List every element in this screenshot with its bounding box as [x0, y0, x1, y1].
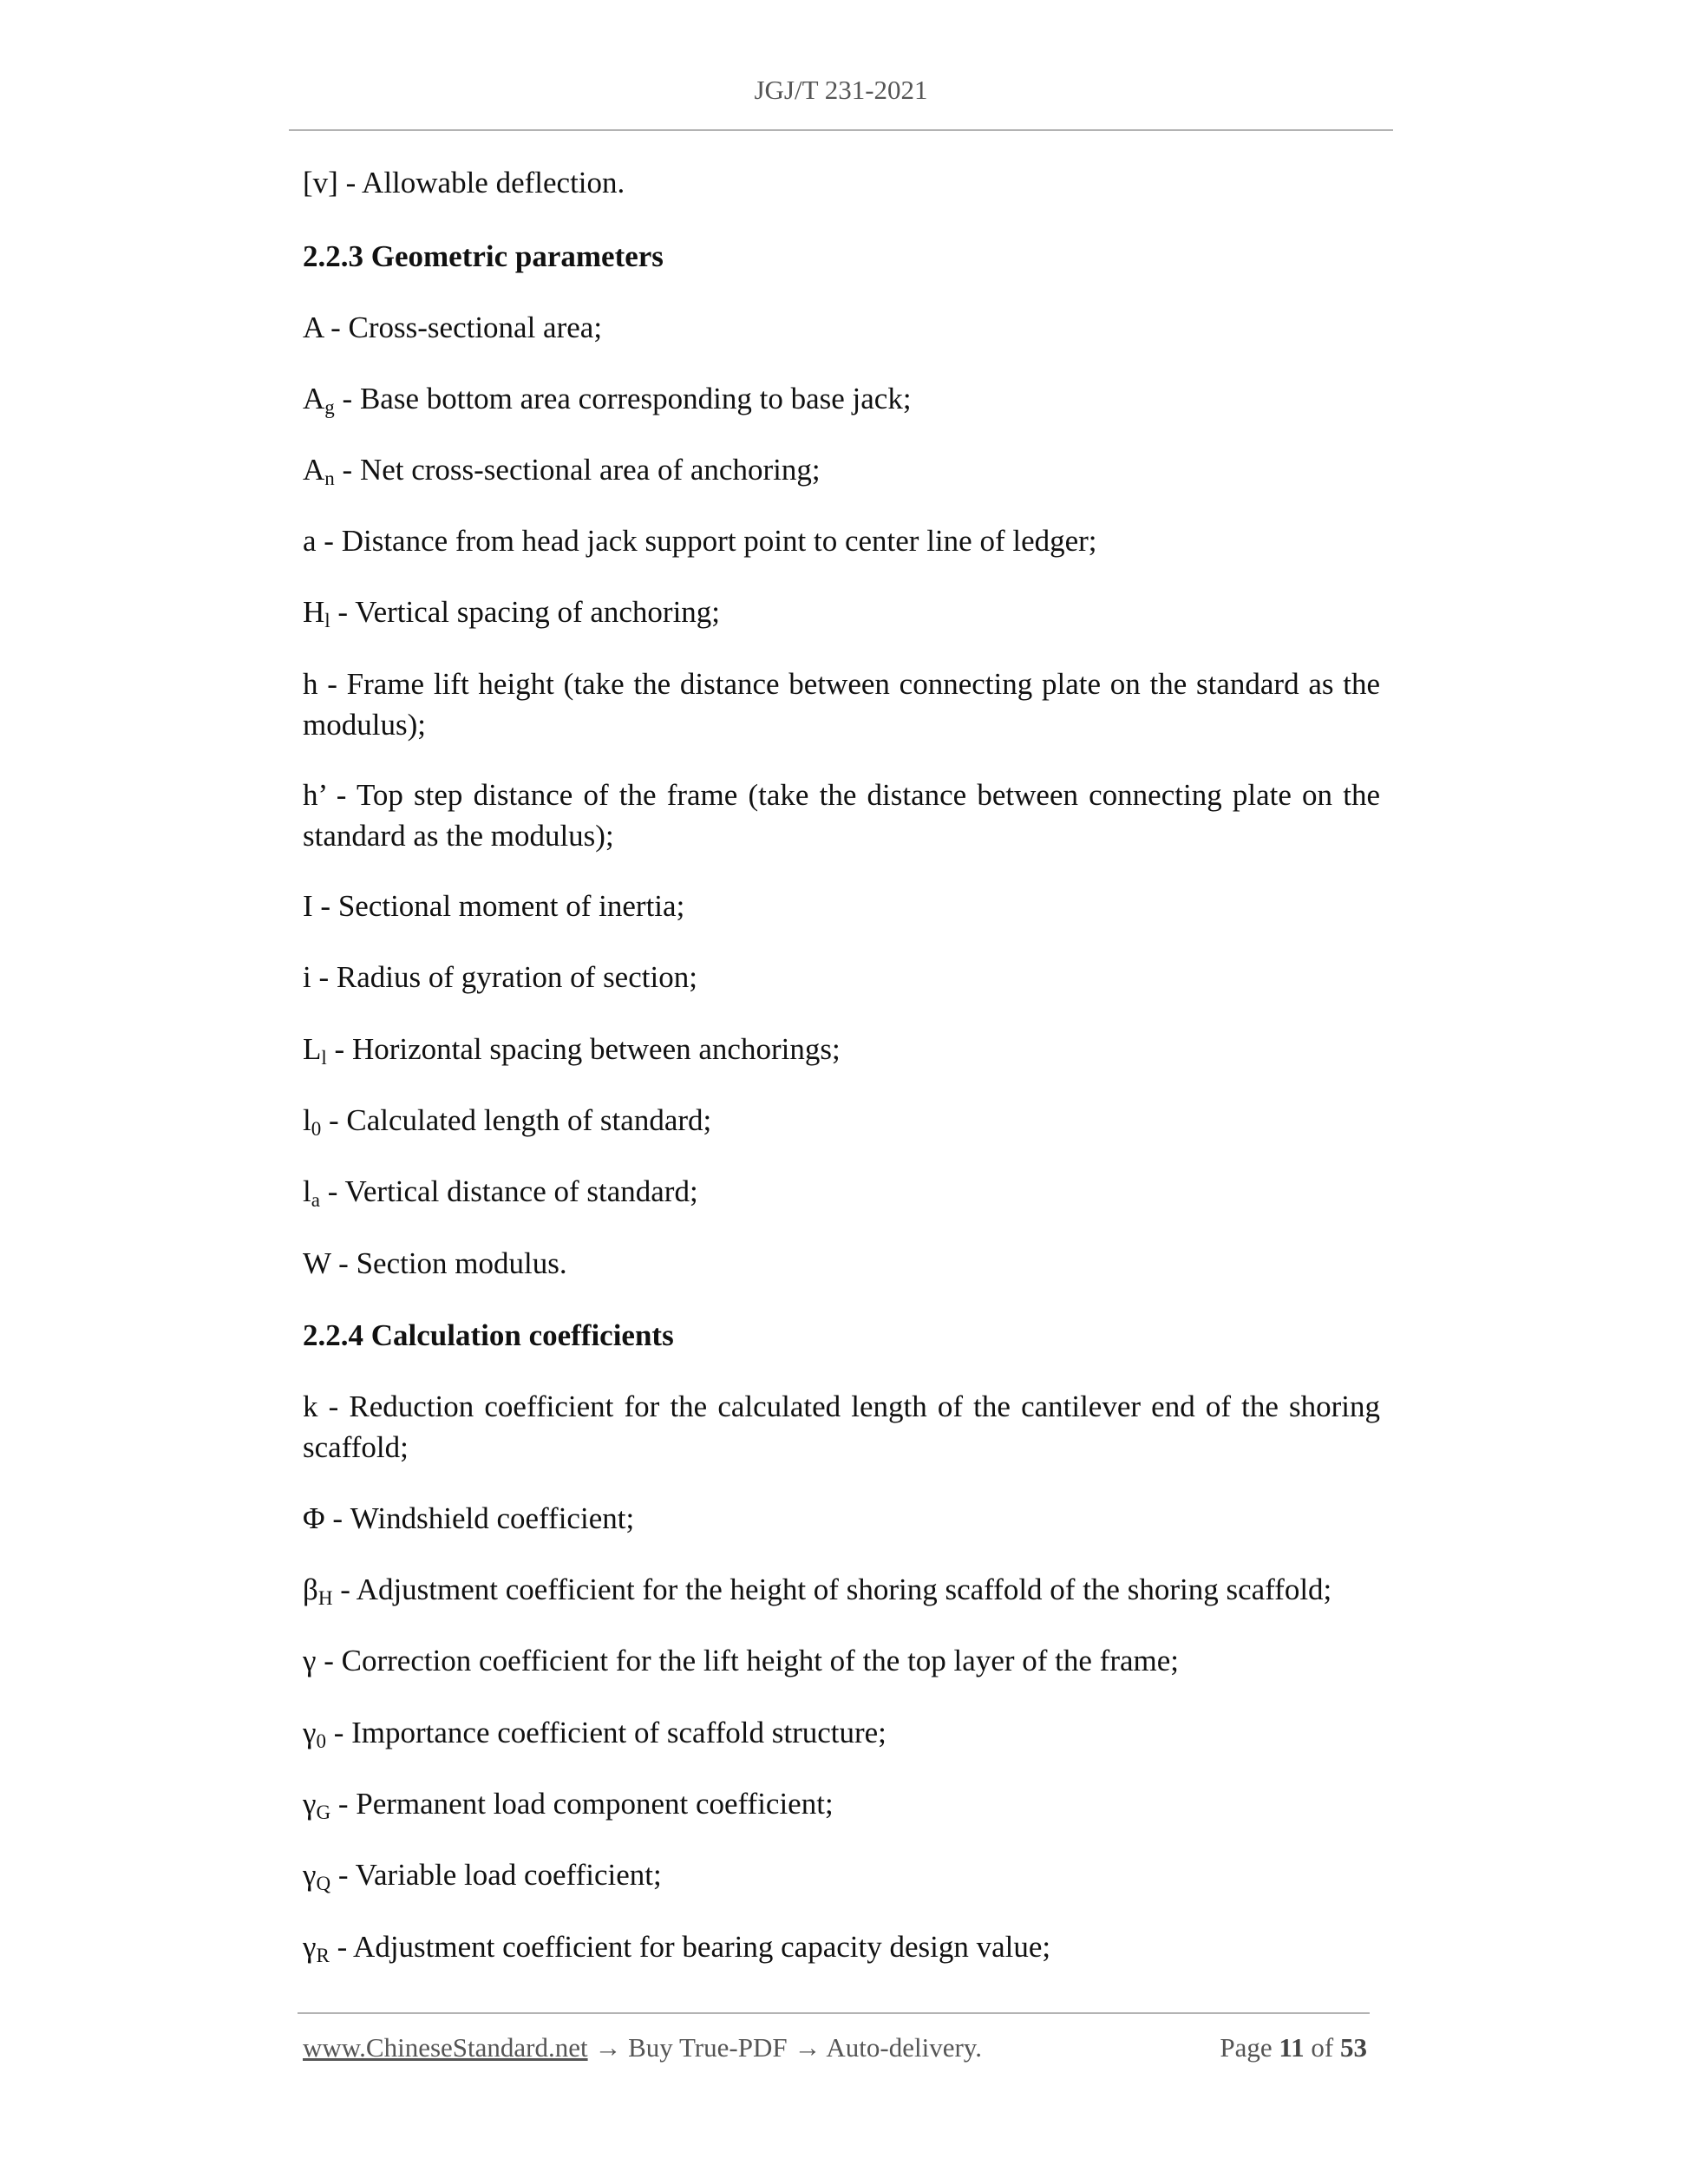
def-W	[303, 1243, 1380, 1284]
page-header: JGJ/T 231-2021	[754, 75, 928, 105]
symbol: l	[303, 1174, 311, 1208]
symbol: k	[303, 1390, 318, 1423]
definition: Windshield coefficient;	[350, 1501, 635, 1535]
symbol: γ	[303, 1644, 317, 1677]
separator: -	[332, 1573, 357, 1606]
footer-divider	[298, 2012, 1370, 2014]
separator: -	[324, 1501, 350, 1535]
def-gammaG	[303, 1783, 1380, 1828]
arrow-icon: →	[787, 2032, 827, 2063]
def-allowable-deflection	[303, 162, 1380, 203]
definition: Top step distance of the frame (take the distance between connecting plate on the standard as the modulus);	[303, 778, 1380, 853]
symbol: H	[303, 595, 325, 629]
separator: -	[325, 778, 357, 812]
symbol: L	[303, 1032, 322, 1066]
separator: -	[316, 524, 342, 558]
definition: Horizontal spacing between anchorings;	[351, 1032, 841, 1066]
def-gamma0	[303, 1712, 1380, 1756]
symbol: γ	[303, 1858, 317, 1892]
page-word: Page	[1220, 2032, 1273, 2063]
definition: Permanent load component coefficient;	[356, 1787, 834, 1821]
definition: Calculated length of standard;	[346, 1103, 712, 1137]
definition: Variable load coefficient;	[355, 1858, 662, 1892]
def-Ll	[303, 1029, 1380, 1073]
separator: -	[329, 1930, 354, 1964]
section-heading-coefficients: 2.2.4 Calculation coefficients	[303, 1318, 674, 1352]
definition: Frame lift height (take the distance between connecting plate on the standard as the modulus);	[303, 667, 1380, 742]
subscript: a	[311, 1189, 320, 1211]
symbol: W	[303, 1246, 331, 1280]
separator: -	[312, 889, 338, 923]
def-h-prime	[303, 775, 1380, 856]
def-gammaQ	[303, 1854, 1380, 1899]
separator: -	[317, 667, 347, 701]
subscript: 0	[316, 1730, 326, 1752]
subscript: n	[324, 468, 335, 489]
symbol: i	[303, 960, 311, 994]
subscript: l	[321, 1047, 327, 1069]
subscript: H	[317, 1587, 333, 1609]
symbol: Φ	[303, 1501, 325, 1535]
symbol: A	[303, 311, 324, 344]
def-phi	[303, 1498, 1380, 1539]
def-k	[303, 1386, 1380, 1468]
definition: Allowable deflection.	[362, 166, 625, 199]
definition: Reduction coefficient for the calculated length of the cantilever end of the shoring scaffold;	[303, 1390, 1380, 1464]
definition: Section modulus.	[356, 1246, 567, 1280]
symbol: h	[303, 667, 318, 701]
symbol: γ	[303, 1716, 317, 1749]
separator: -	[330, 1246, 357, 1280]
definition: Vertical spacing of anchoring;	[355, 595, 721, 629]
def-a	[303, 520, 1380, 561]
subscript: g	[324, 396, 335, 418]
def-gammaR	[303, 1926, 1380, 1971]
definition: Adjustment coefficient for the height of shoring scaffold of the shoring scaffold;	[356, 1573, 1332, 1606]
definition: Adjustment coefficient for bearing capacity design value;	[353, 1930, 1051, 1964]
definition: Cross-sectional area;	[348, 311, 603, 344]
separator: -	[316, 1644, 342, 1677]
definition: Importance coefficient of scaffold structure;	[351, 1716, 887, 1749]
def-h	[303, 664, 1380, 745]
of-word: of	[1311, 2032, 1334, 2063]
arrow-icon: →	[587, 2032, 629, 2063]
separator: -	[325, 1716, 352, 1749]
def-l0	[303, 1100, 1380, 1144]
symbol: I	[303, 889, 313, 923]
symbol: h’	[303, 778, 326, 812]
def-An	[303, 449, 1380, 494]
separator: -	[330, 1858, 356, 1892]
symbol: γ	[303, 1787, 317, 1821]
separator: -	[330, 595, 356, 629]
symbol: β	[303, 1573, 318, 1606]
def-I	[303, 886, 1380, 926]
page-number: 11	[1279, 2032, 1305, 2063]
section-heading-geometric: 2.2.3 Geometric parameters	[303, 239, 664, 273]
symbol: A	[303, 453, 325, 487]
definition: Base bottom area corresponding to base jack;	[359, 382, 912, 415]
def-A	[303, 307, 1380, 348]
symbol: a	[303, 524, 317, 558]
separator: -	[321, 1103, 347, 1137]
definition: Correction coefficient for the lift height of the top layer of the frame;	[341, 1644, 1179, 1677]
symbol: γ	[303, 1930, 317, 1964]
def-betaH	[303, 1569, 1380, 1613]
footer-delivery-text: Auto-delivery.	[826, 2032, 983, 2063]
header-divider	[289, 129, 1393, 131]
definition: Radius of gyration of section;	[336, 960, 697, 994]
footer-promo	[303, 2032, 982, 2063]
separator: -	[337, 166, 363, 199]
subscript: G	[316, 1801, 331, 1823]
definition: Distance from head jack support point to center line of ledger;	[341, 524, 1097, 558]
definition: Vertical distance of standard;	[344, 1174, 698, 1208]
def-Hl	[303, 592, 1380, 636]
separator: -	[326, 1032, 352, 1066]
definition: Net cross-sectional area of anchoring;	[359, 453, 821, 487]
subscript: Q	[316, 1873, 331, 1894]
def-Ag	[303, 378, 1380, 422]
symbol: l	[303, 1103, 311, 1137]
footer-buy-text: Buy True-PDF	[628, 2032, 788, 2063]
separator: -	[323, 311, 349, 344]
subscript: 0	[311, 1118, 322, 1140]
def-gamma	[303, 1640, 1380, 1681]
separator: -	[330, 1787, 357, 1821]
separator: -	[311, 960, 337, 994]
page-total: 53	[1340, 2032, 1367, 2063]
subscript: l	[324, 610, 330, 631]
symbol: A	[303, 382, 325, 415]
separator: -	[334, 382, 360, 415]
footer-website-link[interactable]: www.ChineseStandard.net	[303, 2032, 588, 2063]
separator: -	[317, 1390, 350, 1423]
separator: -	[319, 1174, 345, 1208]
def-i	[303, 957, 1380, 997]
page-indicator	[1189, 2032, 1367, 2063]
definition: Sectional moment of inertia;	[337, 889, 685, 923]
subscript: R	[316, 1945, 330, 1966]
separator: -	[334, 453, 360, 487]
symbol: [v]	[303, 166, 338, 199]
def-la	[303, 1171, 1380, 1215]
